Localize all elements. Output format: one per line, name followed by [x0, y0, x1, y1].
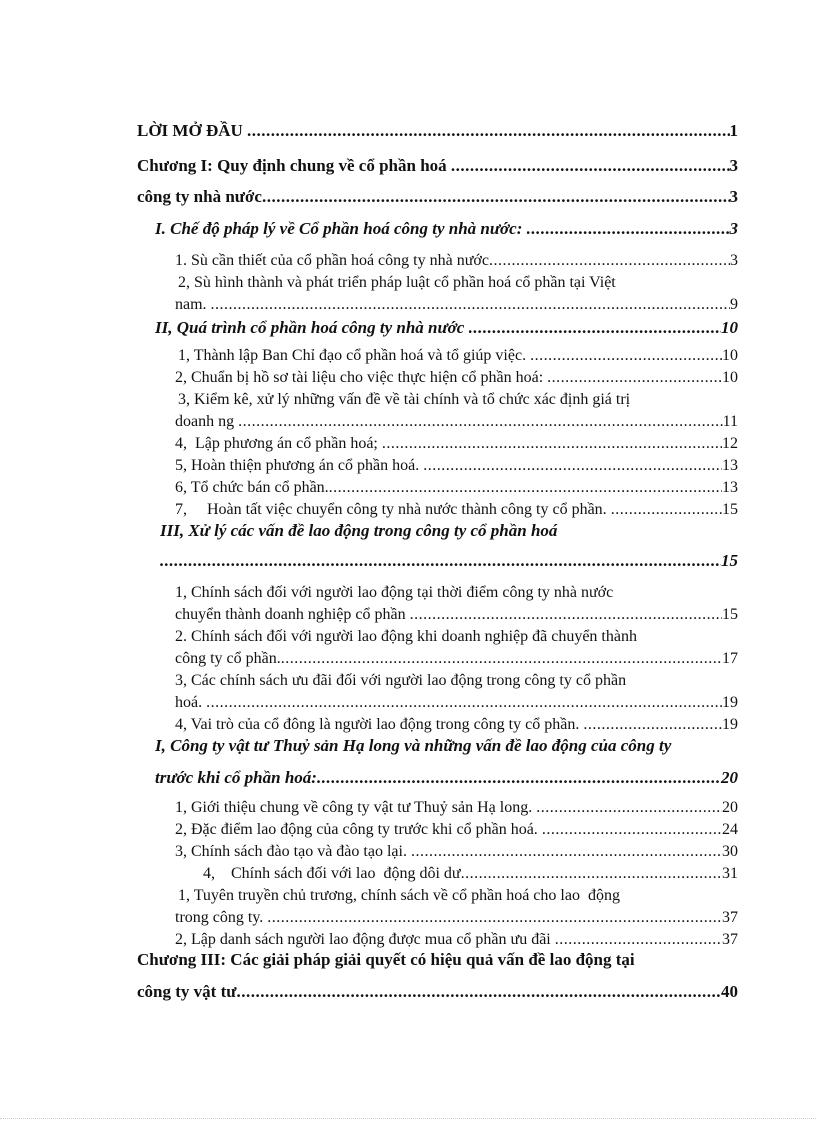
toc-entry-text: I, Công ty vật tư Thuỷ sản Hạ long và những vấn đề lao động của công ty [155, 736, 672, 755]
toc-entry-text: 1, Giới thiệu chung về công ty vật tư Thuỷ sản Hạ long. [175, 799, 537, 816]
toc-entry[interactable] [160, 551, 738, 577]
toc-entry[interactable] [137, 121, 738, 147]
toc-page-number: 19 [722, 694, 738, 711]
toc-page-number: 30 [722, 843, 738, 860]
toc-entry-text: 2, Sù hình thành và phát triển pháp luật cổ phần hoá cổ phần tại Việt [178, 274, 616, 291]
toc-page-number: 24 [722, 821, 738, 838]
toc-entry-text: 2. Chính sách đối với người lao động khi doanh nghiệp đã chuyển thành [175, 628, 637, 645]
toc-entry-text: trước khi cổ phần hoá: [155, 768, 317, 787]
toc-page-number: 37 [722, 909, 738, 926]
toc-entry-text: 7, Hoàn tất việc chuyển công ty nhà nước thành công ty cổ phần. [175, 501, 611, 518]
toc-page-number: 3 [730, 252, 738, 269]
toc-page-number: 17 [722, 650, 738, 667]
toc-page-number: 9 [730, 296, 738, 313]
toc-page-number: 20 [722, 799, 738, 816]
toc-entry-text: 4, Chính sách đối với lao động dôi dư [203, 865, 461, 882]
toc-entry-text: 6, Tổ chức bán cổ phần. [175, 479, 329, 496]
toc-entry[interactable] [137, 156, 738, 182]
toc-entry-text: nam. [175, 296, 211, 313]
toc-page-number: 37 [722, 931, 738, 948]
toc-entry[interactable] [137, 187, 738, 213]
toc-entry-text: công ty vật tư [137, 982, 237, 1001]
toc-entry-text: Chương III: Các giải pháp giải quyết có hiệu quả vấn đề lao động tại [137, 950, 635, 969]
toc-entry-text: 1. Sù cần thiết của cổ phần hoá công ty nhà nước [175, 252, 489, 269]
toc-entry-text: 4, Lập phương án cổ phần hoá; [175, 435, 382, 452]
toc-page-number: 3 [729, 156, 738, 175]
toc-entry-text: II, Quá trình cổ phần hoá công ty nhà nước [155, 318, 469, 337]
toc-page-number: 31 [722, 865, 738, 882]
toc-entry[interactable] [137, 982, 738, 1008]
toc-page-number: 3 [729, 187, 738, 206]
toc-entry[interactable] [155, 318, 738, 344]
toc-page-number: 12 [722, 435, 738, 452]
toc-entry-text: LỜI MỞ ĐẦU [137, 121, 248, 140]
toc-entry-text: 1, Thành lập Ban Chỉ đạo cổ phần hoá và tổ giúp việc. [178, 347, 531, 364]
toc-page-number: 20 [721, 768, 738, 787]
toc-page-number: 11 [722, 413, 738, 430]
toc-page-number: 15 [722, 501, 738, 518]
toc-entry-text: trong công ty. [175, 909, 268, 926]
toc-entry-text: công ty nhà nước [137, 187, 262, 206]
toc-page-number: 15 [722, 606, 738, 623]
toc-entry-text: 5, Hoàn thiện phương án cổ phần hoá. [175, 457, 424, 474]
toc-entry-text: chuyển thành doanh nghiệp cổ phần [175, 606, 410, 623]
toc-entry[interactable] [155, 768, 738, 794]
toc-entry-text: 2, Chuẩn bị hồ sơ tài liệu cho việc thực hiện cổ phần hoá: [175, 369, 548, 386]
toc-page-number: 10 [722, 347, 738, 364]
toc-page-number: 19 [722, 716, 738, 733]
toc-entry-text: 1, Chính sách đối với người lao động tại thời điểm công ty nhà nước [175, 584, 614, 601]
toc-page-number: 13 [722, 479, 738, 496]
toc-entry-text: công ty cổ phần. [175, 650, 281, 667]
toc-entry-text: 4, Vai trò của cổ đông là người lao động trong công ty cổ phần. [175, 716, 584, 733]
toc-page-number: 13 [722, 457, 738, 474]
toc-entry-text: 2, Lập danh sách người lao động được mua cổ phần ưu đãi [175, 931, 555, 948]
toc-entry-text: 3, Các chính sách ưu đãi đối với người lao động trong công ty cổ phần [175, 672, 627, 689]
toc-entry-text: 2, Đặc điểm lao động của công ty trước khi cổ phần hoá. [175, 821, 542, 838]
toc-entry-text: III, Xử lý các vấn đề lao động trong công ty cổ phần hoá [160, 521, 558, 540]
toc-entry-text: I. Chế độ pháp lý về Cổ phần hoá công ty nhà nước: [155, 219, 527, 238]
toc-entry[interactable] [160, 521, 738, 547]
toc-entry[interactable] [137, 950, 738, 976]
toc-entry-text: Chương I: Quy định chung về cổ phần hoá [137, 156, 451, 175]
toc-entry[interactable] [155, 219, 738, 245]
toc-page-number: 3 [729, 219, 738, 238]
toc-entry-text: hoá. [175, 694, 207, 711]
toc-page-number: 1 [729, 121, 738, 140]
toc-page-number: 15 [721, 551, 738, 570]
toc-entry-text: doanh ng [175, 413, 239, 430]
toc-entry[interactable] [155, 736, 738, 762]
toc-entry-text: 3, Chính sách đào tạo và đào tạo lại. [175, 843, 411, 860]
toc-page-number: 10 [722, 369, 738, 386]
toc-page-number: 40 [721, 982, 738, 1001]
toc-entry-text: 3, Kiểm kê, xử lý những vấn đề về tài chính và tổ chức xác định giá trị [178, 391, 631, 408]
toc-page-number: 10 [721, 318, 738, 337]
toc-entry-text: 1, Tuyên truyền chủ trương, chính sách về cổ phần hoá cho lao động [178, 887, 620, 904]
page-footer-rule [0, 1118, 816, 1121]
